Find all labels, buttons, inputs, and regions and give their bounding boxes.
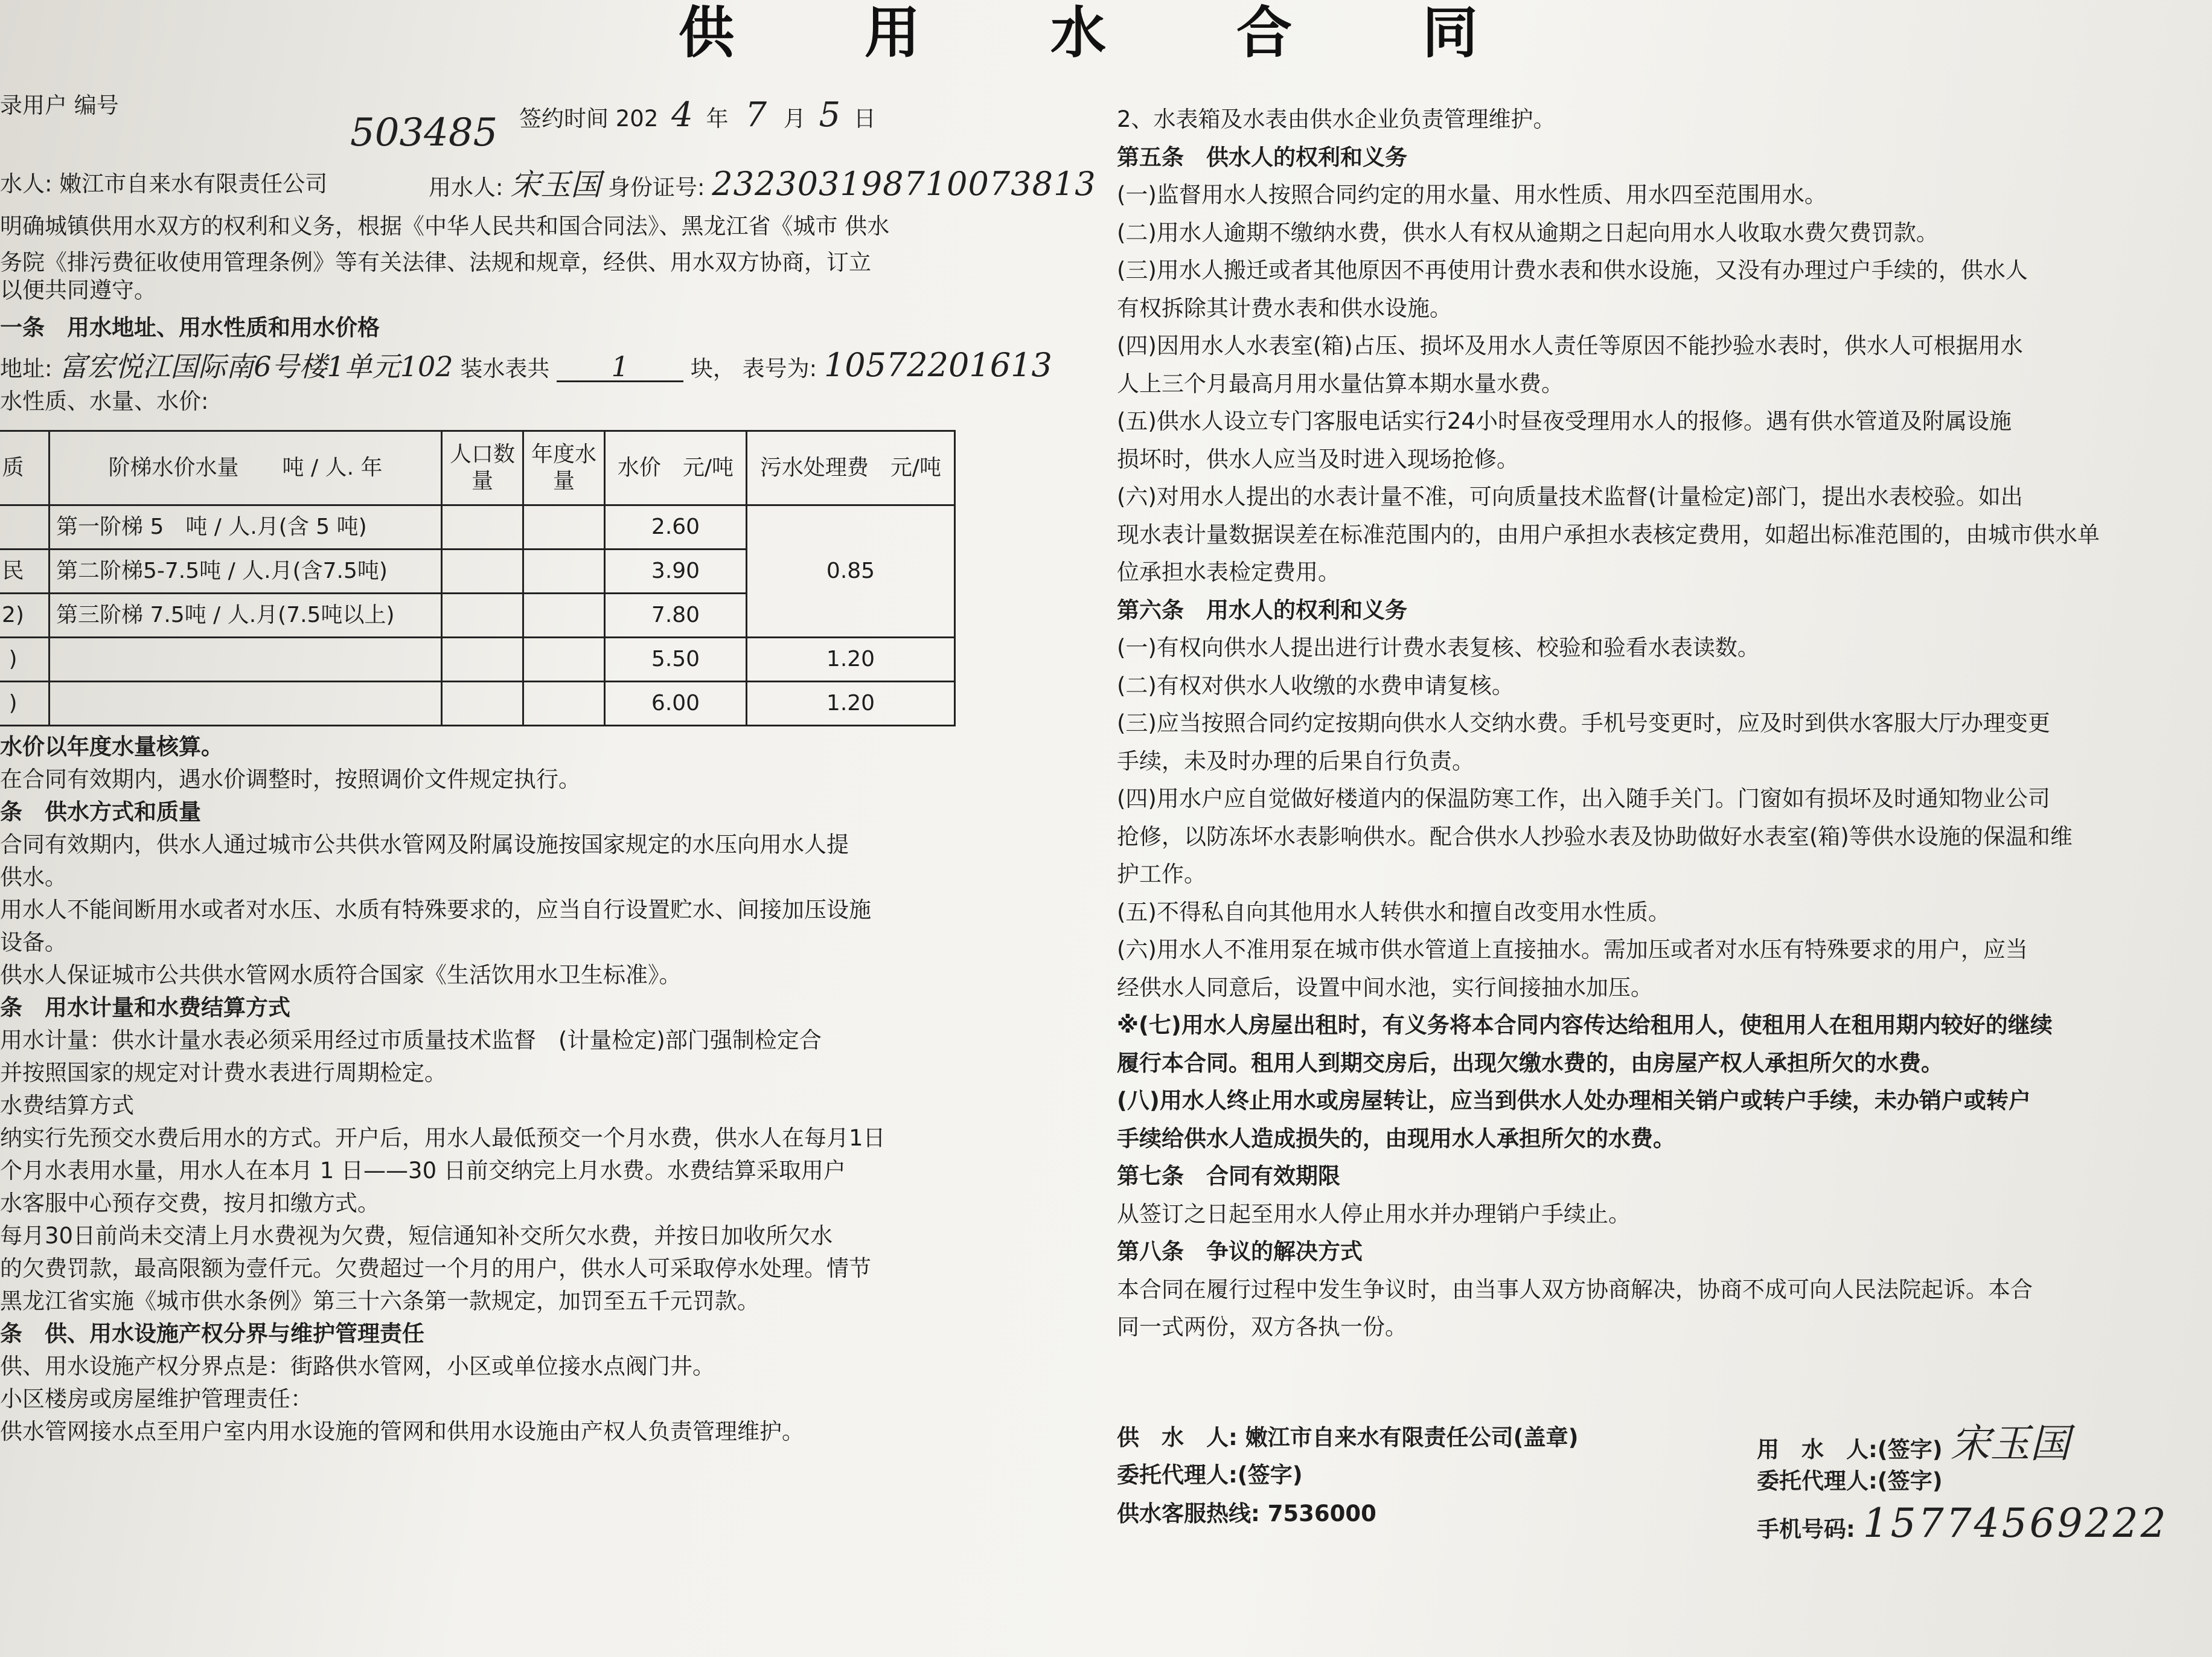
row-annual bbox=[523, 638, 605, 682]
user-line bbox=[429, 165, 1096, 203]
table-row bbox=[0, 682, 955, 726]
left-text-line: 并按照国家的规定对计费水表进行周期检定。 bbox=[0, 1060, 447, 1086]
row-tier: 第三阶梯 7.5吨 / 人.月(7.5吨以上) bbox=[50, 594, 442, 638]
row-population bbox=[442, 594, 523, 638]
right-text-line: (二)有权对供水人收缴的水费申请复核。 bbox=[1117, 672, 1514, 699]
supplier-value: 嫩江市自来水有限责任公司(盖章) bbox=[1245, 1425, 1579, 1450]
user-sign-value: 宋玉国 bbox=[1950, 1420, 2070, 1467]
hotline-value: 7536000 bbox=[1267, 1501, 1376, 1527]
agent-left: 委托代理人:(签字) bbox=[1117, 1462, 1303, 1488]
row-sewage: 1.20 bbox=[747, 638, 955, 682]
col-nature: 质 bbox=[0, 431, 50, 505]
right-text-line: 第五条 供水人的权利和义务 bbox=[1117, 144, 1407, 170]
left-text-line: 条 供、用水设施产权分界与维护管理责任 bbox=[0, 1321, 424, 1347]
row-population bbox=[442, 638, 523, 682]
col-sewage: 污水处理费 元/吨 bbox=[747, 431, 955, 505]
left-text-line: 的欠费罚款，最高限额为壹仟元。欠费超过一个月的用户，供水人可采取停水处理。情节 bbox=[0, 1255, 871, 1281]
tariff-table bbox=[0, 430, 956, 726]
right-text-line: 第六条 用水人的权利和义务 bbox=[1117, 597, 1407, 623]
user-sign-label: 用 水 人:(签字) bbox=[1757, 1437, 1943, 1463]
user-label: 用水人: bbox=[429, 175, 503, 200]
supplier-line: 水人: 嫩江市自来水有限责任公司 bbox=[0, 171, 328, 197]
left-text-line: 条 用水计量和水费结算方式 bbox=[0, 995, 290, 1021]
row-price: 7.80 bbox=[605, 594, 747, 638]
supplier-signature-row bbox=[1117, 1424, 1579, 1452]
left-text-line: 供水人保证城市公共供水管网水质符合国家《生活饮用水卫生标准》。 bbox=[0, 962, 682, 988]
meter-no-value: 10572201613 bbox=[823, 346, 1052, 384]
left-text-line: 水费结算方式 bbox=[0, 1092, 134, 1118]
intro-line-3: 以便共同遵守。 bbox=[0, 277, 156, 303]
intro-line-1: 明确城镇供用水双方的权利和义务，根据《中华人民共和国合同法》、黑龙江省《城市 供水 bbox=[0, 213, 890, 239]
col-tier: 阶梯水价水量 吨 / 人. 年 bbox=[50, 431, 442, 505]
left-text-line: 合同有效期内，供水人通过城市公共供水管网及附属设施按国家规定的水压向用水人提 bbox=[0, 832, 849, 857]
right-text-line: 现水表计量数据误差在标准范围内的，由用户承担水表核定费用，如超出标准范围的，由城市供水单 bbox=[1117, 521, 2100, 548]
left-text-line: 黑龙江省实施《城市供水条例》第三十六条第一款规定，加罚至五千元罚款。 bbox=[0, 1288, 759, 1314]
col-population: 人口数量 bbox=[442, 431, 523, 505]
row-sewage-merged: 0.85 bbox=[747, 505, 955, 638]
supplier-label: 供 水 人: bbox=[1117, 1425, 1238, 1450]
id-number: 232303198710073813 bbox=[712, 165, 1096, 203]
row-price: 5.50 bbox=[605, 638, 747, 682]
left-text-line: 用水人不能间断用水或者对水压、水质有特殊要求的，应当自行设置贮水、间接加压设施 bbox=[0, 897, 871, 923]
row-sewage: 1.20 bbox=[747, 682, 955, 726]
row-nature: 2) bbox=[0, 594, 50, 638]
row-tier bbox=[50, 682, 442, 726]
col-annual-volume: 年度水量 bbox=[523, 431, 605, 505]
right-text-line: (六)对用水人提出的水表计量不准，可向质量技术监督(计量检定)部门，提出水表校验。如出 bbox=[1117, 484, 2023, 510]
right-text-line: (四)因用水人水表室(箱)占压、损坏及用水人责任等原因不能抄验水表时，供水人可根据用水 bbox=[1117, 333, 2023, 359]
row-price: 6.00 bbox=[605, 682, 747, 726]
right-text-line: 护工作。 bbox=[1117, 861, 1206, 887]
left-text-line: 条 供水方式和质量 bbox=[0, 799, 201, 825]
user-number-label: 录用户 编号 bbox=[0, 92, 119, 118]
right-text-line: (一)监督用水人按照合同约定的用水量、用水性质、用水四至范围用水。 bbox=[1117, 182, 1827, 208]
row-annual bbox=[523, 550, 605, 594]
row-tier: 第一阶梯 5 吨 / 人.月(含 5 吨) bbox=[50, 505, 442, 550]
table-row bbox=[0, 505, 955, 550]
left-text-line: 每月30日前尚未交清上月水费视为欠费，短信通知补交所欠水费，并按日加收所欠水 bbox=[0, 1223, 833, 1249]
sign-date-label: 签约时间 bbox=[519, 106, 609, 132]
table-header-row bbox=[0, 431, 955, 505]
row-nature bbox=[0, 505, 50, 550]
right-text-line: 损坏时，供水人应当及时进入现场抢修。 bbox=[1117, 446, 1519, 472]
left-text-line: 个月水表用水量，用水人在本月 1 日——30 日前交纳完上月水费。水费结算采取用户 bbox=[0, 1158, 846, 1184]
row-nature: ) bbox=[0, 682, 50, 726]
right-text-line: ※(七)用水人房屋出租时，有义务将本合同内容传达给租用人，使租用人在租用期内较好的继续 bbox=[1117, 1012, 2053, 1038]
meter-unit: 块， bbox=[690, 356, 735, 382]
agent-right: 委托代理人:(签字) bbox=[1757, 1468, 1943, 1494]
right-text-line: (八)用水人终止用水或房屋转让，应当到供水人处办理相关销户或转户手续，未办销户或转户 bbox=[1117, 1088, 2031, 1114]
left-text-line: 小区楼房或房屋维护管理责任： bbox=[0, 1386, 313, 1412]
left-text-line: 纳实行先预交水费后用水的方式。开户后，用水人最低预交一个月水费，供水人在每月1日 bbox=[0, 1125, 886, 1151]
right-text-line: 本合同在履行过程中发生争议时，由当事人双方协商解决，协商不成可向人民法院起诉。本合 bbox=[1117, 1276, 2033, 1303]
row-nature: ) bbox=[0, 638, 50, 682]
row-population bbox=[442, 682, 523, 726]
right-text-line: 有权拆除其计费水表和供水设施。 bbox=[1117, 295, 1452, 321]
right-text-line: 2、水表箱及水表由供水企业负责管理维护。 bbox=[1117, 106, 1556, 132]
right-text-line: (五)不得私自向其他用水人转供水和擅自改变用水性质。 bbox=[1117, 899, 1670, 925]
row-price: 3.90 bbox=[605, 550, 747, 594]
year-char: 年 bbox=[706, 106, 729, 132]
user-number-value: 503485 bbox=[350, 111, 498, 155]
row-annual bbox=[523, 682, 605, 726]
right-text-line: 手续，未及时办理的后果自行负责。 bbox=[1117, 748, 1474, 774]
right-text-line: 同一式两份，双方各执一份。 bbox=[1117, 1314, 1407, 1340]
row-tier bbox=[50, 638, 442, 682]
user-signature: 宋玉国 bbox=[510, 167, 601, 202]
row-annual bbox=[523, 594, 605, 638]
left-text-line: 供、用水设施产权分界点是：街路供水管网，小区或单位接水点阀门井。 bbox=[0, 1353, 715, 1379]
row-tier: 第二阶梯5-7.5吨 / 人.月(含7.5吨) bbox=[50, 550, 442, 594]
meter-count-label: 装水表共 bbox=[460, 356, 550, 382]
row-annual bbox=[523, 505, 605, 550]
phone-row bbox=[1757, 1500, 2169, 1546]
sign-year-digit: 4 bbox=[671, 95, 693, 135]
right-text-line: 从签订之日起至用水人停止用水并办理销户手续止。 bbox=[1117, 1200, 1631, 1227]
right-text-line: (六)用水人不准用泵在城市供水管道上直接抽水。需加压或者对水压有特殊要求的用户，应当 bbox=[1117, 937, 2028, 963]
right-text-line: 抢修，以防冻坏水表影响供水。配合供水人抄验水表及协助做好水表室(箱)等供水设施的保温和维 bbox=[1117, 823, 2073, 850]
right-text-line: 人上三个月最高月用水量估算本期水量水费。 bbox=[1117, 370, 1564, 397]
contract-title: 供 用 水 合 同 bbox=[678, 0, 1534, 65]
left-text-line: 供水管网接水点至用户室内用水设施的管网和供用水设施由产权人负责管理维护。 bbox=[0, 1418, 804, 1444]
address-value: 富宏悦江国际南6号楼1单元102 bbox=[59, 350, 453, 383]
phone-value: 15774569222 bbox=[1862, 1500, 2169, 1546]
right-text-line: (三)用水人搬迁或者其他原因不再使用计费水表和供水设施，又没有办理过户手续的，供水人 bbox=[1117, 257, 2028, 283]
left-text-line: 在合同有效期内，遇水价调整时，按照调价文件规定执行。 bbox=[0, 766, 581, 792]
intro-line-2: 务院《排污费征收使用管理条例》等有关法律、法规和规章，经供、用水双方协商，订立 bbox=[0, 249, 871, 275]
hotline-label: 供水客服热线: bbox=[1117, 1501, 1260, 1527]
left-text-line: 设备。 bbox=[0, 929, 67, 955]
row-nature: 民 bbox=[0, 550, 50, 594]
month-char: 月 bbox=[783, 106, 806, 132]
day-char: 日 bbox=[853, 106, 876, 132]
row-population bbox=[442, 505, 523, 550]
right-text-line: (四)用水户应自觉做好楼道内的保温防寒工作，出入随手关门。门窗如有损坏及时通知物业公司 bbox=[1117, 786, 2050, 812]
right-text-line: 第八条 争议的解决方式 bbox=[1117, 1239, 1363, 1264]
right-text-line: (五)供水人设立专门客服电话实行24小时昼夜受理用水人的报修。遇有供水管道及附属设施 bbox=[1117, 408, 2012, 434]
row-population bbox=[442, 550, 523, 594]
sign-day: 5 bbox=[819, 95, 841, 135]
right-text-line: 手续给供水人造成损失的，由现用水人承担所欠的水费。 bbox=[1117, 1125, 1675, 1152]
left-text-line: 水客服中心预存交费，按月扣缴方式。 bbox=[0, 1190, 380, 1216]
right-text-line: 位承担水表检定费用。 bbox=[1117, 559, 1340, 585]
hotline-row bbox=[1117, 1500, 1376, 1528]
sign-month: 7 bbox=[745, 95, 767, 135]
row-price: 2.60 bbox=[605, 505, 747, 550]
right-text-line: 履行本合同。租用人到期交房后，出现欠缴水费的，由房屋产权人承担所欠的水费。 bbox=[1117, 1050, 1943, 1076]
left-text-line: 用水计量：供水计量水表必须采用经过市质量技术监督 (计量检定)部门强制检定合 bbox=[0, 1027, 822, 1053]
article-1-subheading: 水性质、水量、水价: bbox=[0, 388, 209, 414]
right-text-line: 第七条 合同有效期限 bbox=[1117, 1163, 1340, 1189]
address-label: 地址: bbox=[0, 356, 53, 382]
article-1-heading: 一条 用水地址、用水性质和用水价格 bbox=[0, 315, 380, 341]
right-text-line: 经供水人同意后，设置中间水池，实行间接抽水加压。 bbox=[1117, 974, 1653, 1001]
id-label: 身份证号: bbox=[608, 175, 705, 200]
sign-date bbox=[519, 95, 876, 135]
meter-count-value: 1 bbox=[557, 353, 683, 382]
meter-no-label: 表号为: bbox=[742, 356, 817, 382]
left-text-line: 水价以年度水量核算。 bbox=[0, 734, 223, 760]
phone-label: 手机号码: bbox=[1757, 1516, 1855, 1542]
right-text-line: (一)有权向供水人提出进行计费水表复核、校验和验看水表读数。 bbox=[1117, 635, 1760, 661]
right-text-line: (三)应当按照合同约定按期向供水人交纳水费。手机号变更时，应及时到供水客服大厅办理变更 bbox=[1117, 710, 2050, 736]
table-row bbox=[0, 638, 955, 682]
user-signature-row bbox=[1757, 1420, 2070, 1467]
sign-year-prefix: 202 bbox=[615, 106, 659, 132]
address-line bbox=[0, 346, 1052, 384]
left-text-line: 供水。 bbox=[0, 864, 67, 890]
right-text-line: (二)用水人逾期不缴纳水费，供水人有权从逾期之日起向用水人收取水费欠费罚款。 bbox=[1117, 219, 1939, 246]
col-price: 水价 元/吨 bbox=[605, 431, 747, 505]
